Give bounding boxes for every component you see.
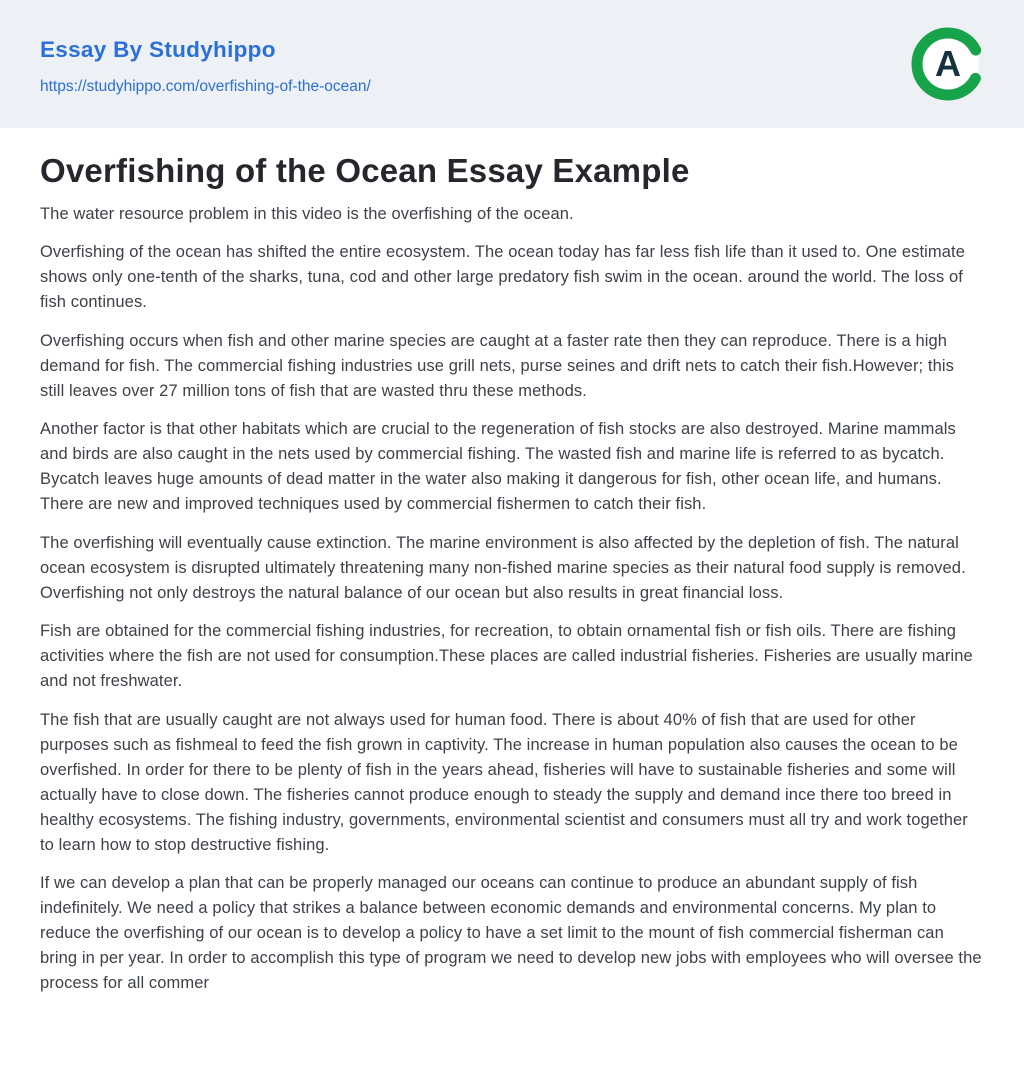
site-title: Essay By Studyhippo — [40, 36, 276, 62]
essay-paragraph: Overfishing occurs when fish and other marine species are caught at a faster rate then they can reproduce. There is a high demand for fish. The commercial fishing industries use grill nets, purse seines and drift nets to catch their fish.However; this still leaves over 27 million tons of fish that are wasted thru these methods. — [40, 331, 954, 400]
essay-paragraph: Another factor is that other habitats which are crucial to the regeneration of fish stocks are also destroyed. Marine mammals and birds are also caught in the nets used by commercial fishing. The wasted fish and marine life is referred to as bycatch. Bycatch leaves huge amounts of dead matter in the water also making it dangerous for fish, other ocean life, and humans. There are new and improved techniques used by commercial fishermen to catch their fish. — [40, 420, 956, 514]
header-text-block — [40, 33, 371, 96]
essay-paragraph: The overfishing will eventually cause extinction. The marine environment is also affected by the depletion of fish. The natural ocean ecosystem is disrupted ultimately threatening many non-fished marine species as their natural food supply is removed. Overfishing not only destroys the natural balance of our ocean but also results in great financial loss. — [40, 533, 966, 602]
essay-paragraph: The water resource problem in this video is the overfishing of the ocean. — [40, 204, 574, 223]
essay-paragraph: Fish are obtained for the commercial fishing industries, for recreation, to obtain ornamental fish or fish oils. There are fishing activities where the fish are not used for consumption.These places are called industrial fisheries. Fisheries are usually marine and not freshwater. — [40, 622, 973, 691]
essay-paragraph: The fish that are usually caught are not always used for human food. There is about 40% of fish that are used for other purposes such as fishmeal to feed the fish grown in captivity. The increase in human population also causes the ocean to be overfished. In order for there to be plenty of fish in the years ahead, fisheries will have to sustainable fisheries and some will actually have to close down. The fisheries cannot produce enough to steady the supply and demand ince there too breed in healthy ecosystems. The fishing industry, governments, environmental scientist and consumers must all try and work together to learn how to stop destructive fishing. — [40, 710, 968, 854]
site-header — [0, 0, 1024, 128]
essay-paragraph: Overfishing of the ocean has shifted the entire ecosystem. The ocean today has far less fish life than it used to. One estimate shows only one-tenth of the sharks, tuna, cod and other large predatory fish swim in the ocean. around the world. The loss of fish continues. — [40, 243, 965, 312]
essay-content — [0, 151, 1024, 996]
studyhippo-logo — [910, 26, 986, 102]
logo-letter: A — [935, 43, 961, 84]
essay-title: Overfishing of the Ocean Essay Example — [40, 152, 690, 189]
essay-paragraph: If we can develop a plan that can be properly managed our oceans can continue to produce an abundant supply of fish indefinitely. We need a policy that strikes a balance between economic demands and environmental concerns. My plan to reduce the overfishing of our ocean is to develop a policy to have a set limit to the mount of fish commercial fisherman can bring in per year. In order to accomplish this type of program we need to develop new jobs with employees who will oversee the process for all commer — [40, 874, 982, 993]
source-url-link[interactable]: https://studyhippo.com/overfishing-of-the-ocean/ — [40, 77, 371, 95]
